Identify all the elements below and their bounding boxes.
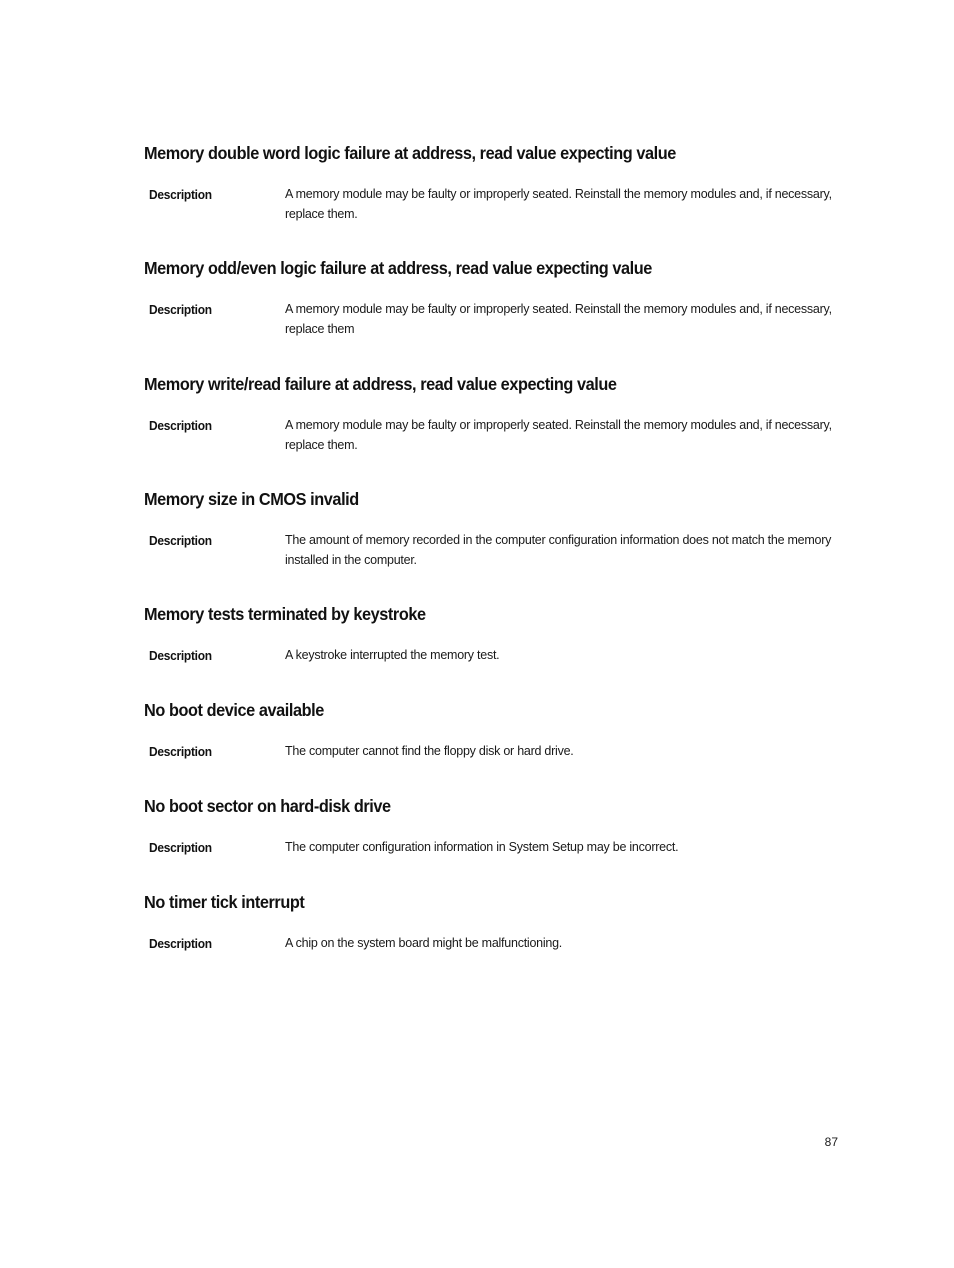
description-text: A chip on the system board might be malfunctioning. — [285, 936, 562, 950]
description-text: The computer configuration information in System Setup may be incorrect. — [285, 840, 679, 854]
description-row — [144, 838, 844, 858]
description-label: Description — [149, 648, 212, 663]
section-title: Memory odd/even logic failure at address, read value expecting value — [144, 258, 652, 278]
section-title: Memory size in CMOS invalid — [144, 489, 359, 509]
description-label: Description — [149, 418, 212, 433]
description-text: A memory module may be faulty or improperly seated. Reinstall the memory modules and, if necessary, replace them — [285, 302, 832, 336]
description-row — [144, 934, 844, 954]
description-row — [144, 742, 844, 762]
description-row — [144, 646, 844, 666]
description-label: Description — [149, 302, 212, 317]
description-row — [144, 300, 844, 339]
description-label: Description — [149, 533, 212, 548]
description-label: Description — [149, 840, 212, 855]
description-label: Description — [149, 936, 212, 951]
section-memory-odd-even-logic-failure — [144, 257, 844, 339]
section-no-boot-sector — [144, 795, 844, 858]
section-title: No boot device available — [144, 700, 324, 720]
description-text: A keystroke interrupted the memory test. — [285, 648, 500, 662]
description-label: Description — [149, 187, 212, 202]
section-no-timer-tick-interrupt — [144, 891, 844, 954]
section-title: Memory double word logic failure at address, read value expecting value — [144, 143, 676, 163]
description-row — [144, 531, 844, 570]
description-text: The amount of memory recorded in the computer configuration information does not match the memory installed in the computer. — [285, 533, 832, 567]
description-row — [144, 416, 844, 455]
section-memory-size-cmos-invalid — [144, 488, 844, 570]
description-text: A memory module may be faulty or improperly seated. Reinstall the memory modules and, if necessary, replace them. — [285, 187, 832, 221]
section-title: Memory tests terminated by keystroke — [144, 604, 426, 624]
page-number: 87 — [824, 1135, 838, 1149]
section-memory-tests-terminated — [144, 603, 844, 666]
section-title: No timer tick interrupt — [144, 892, 305, 912]
section-no-boot-device — [144, 699, 844, 762]
description-text: A memory module may be faulty or improperly seated. Reinstall the memory modules and, if necessary, replace them. — [285, 418, 832, 452]
description-text: The computer cannot find the floppy disk or hard drive. — [285, 744, 574, 758]
section-title: Memory write/read failure at address, read value expecting value — [144, 374, 617, 394]
section-memory-double-word-logic-failure — [144, 142, 844, 224]
section-title: No boot sector on hard-disk drive — [144, 796, 391, 816]
description-label: Description — [149, 744, 212, 759]
section-memory-write-read-failure — [144, 373, 844, 455]
description-row — [144, 185, 844, 224]
